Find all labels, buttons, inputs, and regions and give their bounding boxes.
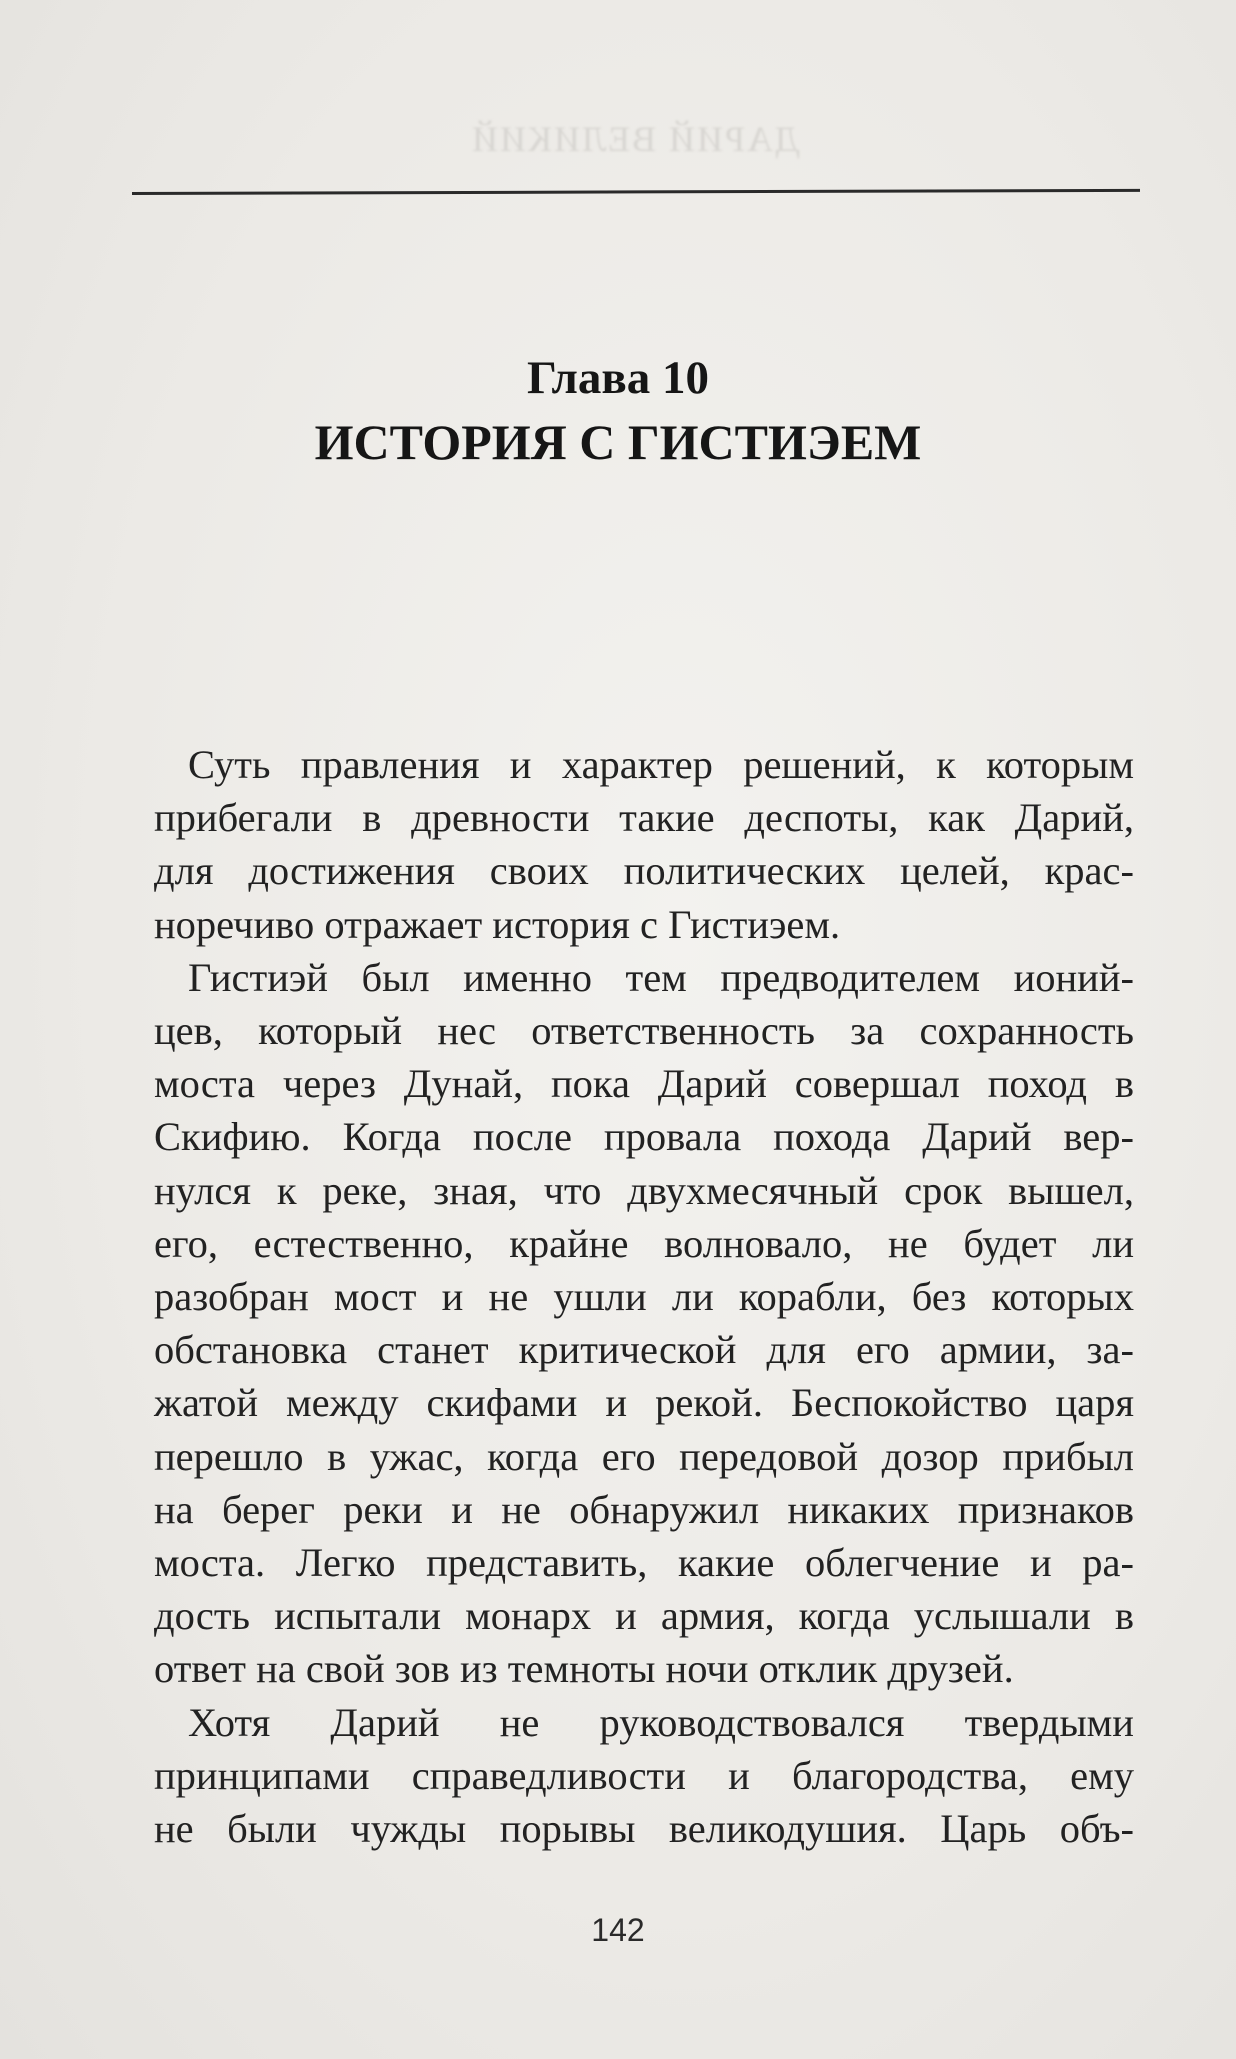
text-line: обстановка станет критической для его армии, за- — [154, 1327, 1134, 1373]
text-line: прибегали в древности такие деспоты, как Дарий, — [154, 795, 1134, 841]
text-line: дость испытали монарх и армия, когда услышали в — [154, 1593, 1134, 1639]
text-line: на берег реки и не обнаружил никаких признаков — [154, 1486, 1134, 1532]
chapter-title: ИСТОРИЯ С ГИСТИЭЕМ — [314, 414, 922, 470]
text-line: норечиво отражает история с Гистиэем. — [154, 901, 841, 947]
page-number: 142 — [591, 1912, 645, 1948]
text-line: моста через Дунай, пока Дарий совершал поход в — [154, 1061, 1134, 1107]
chapter-number: Глава 10 — [526, 352, 710, 404]
text-line: Хотя Дарий не руководствовался твердыми — [188, 1699, 1134, 1745]
text-line: для достижения своих политических целей, крас- — [154, 848, 1134, 894]
text-line: разобран мост и не ушли ли корабли, без которых — [154, 1274, 1134, 1320]
text-line: жатой между скифами и рекой. Беспокойство царя — [154, 1380, 1134, 1426]
text-line: перешло в ужас, когда его передовой дозор прибыл — [154, 1433, 1134, 1479]
running-header: ДАРИЙ ВЕЛИКИЙ — [470, 119, 800, 159]
text-line: моста. Легко представить, какие облегчение и ра- — [154, 1540, 1134, 1586]
text-line: ответ на свой зов из темноты ночи отклик друзей. — [154, 1646, 1014, 1692]
text-line: цев, который нес ответственность за сохранность — [154, 1008, 1134, 1054]
text-line: Гистиэй был именно тем предводителем ионий- — [188, 954, 1134, 1000]
body-text — [154, 738, 1134, 1855]
text-line: нулся к реке, зная, что двухмесячный срок вышел, — [154, 1167, 1134, 1213]
text-line: принципами справедливости и благородства, ему — [154, 1752, 1134, 1798]
text-line: его, естественно, крайне волновало, не будет ли — [154, 1220, 1134, 1266]
text-line: Скифию. Когда после провала похода Дарий вер- — [154, 1114, 1134, 1160]
text-line: не были чужды порывы великодушия. Царь объ- — [154, 1806, 1134, 1852]
text-line: Суть правления и характер решений, к которым — [188, 742, 1134, 787]
